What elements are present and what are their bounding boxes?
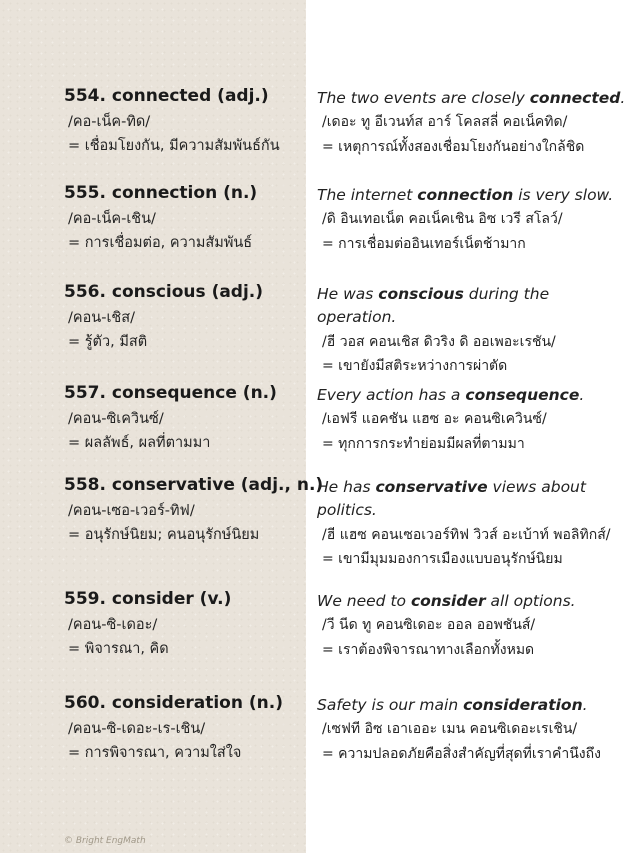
- entry-pronunciation: /คอน-ซิเควินซ์/: [68, 411, 164, 427]
- entry-meaning: = การเชื่อมต่อ, ความสัมพันธ์: [68, 235, 253, 251]
- entry-meaning: = รู้ตัว, มีสติ: [68, 334, 148, 350]
- entry-pronunciation: /คอ-เน็ค-เชิน/: [68, 211, 156, 227]
- entry-pronunciation: /คอน-เซอ-เวอร์-ทิฟ/: [68, 503, 195, 519]
- example-pronunciation: /เซฟที อิซ เอาเออะ เมน คอนซิเดอะเรเชิน/: [322, 721, 578, 737]
- entry-meaning: = การพิจารณา, ความใส่ใจ: [68, 745, 242, 761]
- example-keyword: connected: [529, 89, 621, 107]
- example-pronunciation: /เดอะ ทู อีเวนท์ส อาร์ โคลสลี่ คอเน็คทิด/: [322, 114, 568, 130]
- example-pronunciation: /ดิ อินเทอเน็ต คอเน็คเชิน อิซ เวรี สโลว์/: [322, 211, 563, 227]
- example-translation: = การเชื่อมต่ออินเทอร์เน็ตช้ามาก: [322, 236, 526, 252]
- entry-meaning: = ผลลัพธ์, ผลที่ตามมา: [68, 435, 211, 451]
- example-pronunciation: /ฮี วอส คอนเชิส ดิวริง ดิ ออเพอะเรชัน/: [322, 334, 556, 350]
- example-sentence: The internet connection is very slow.: [317, 186, 614, 204]
- example-translation: = เหตุการณ์ทั้งสองเชื่อมโยงกันอย่างใกล้ชิด: [322, 139, 585, 155]
- entry-word: 559. consider (v.): [64, 589, 232, 609]
- example-keyword: consequence: [465, 386, 580, 404]
- example-translation: = เขามีมุมมองการเมืองแบบอนุรักษ์นิยม: [322, 551, 563, 567]
- example-sentence: Safety is our main consideration.: [317, 696, 588, 714]
- entry-meaning: = เชื่อมโยงกัน, มีความสัมพันธ์กัน: [68, 138, 280, 154]
- entry-word: 560. consideration (n.): [64, 693, 283, 713]
- entry-meaning: = พิจารณา, คิด: [68, 641, 169, 657]
- example-keyword: consideration: [463, 696, 583, 714]
- example-keyword: conscious: [378, 285, 464, 303]
- entry-word: 556. conscious (adj.): [64, 282, 264, 302]
- entry-word: 557. consequence (n.): [64, 383, 277, 403]
- example-sentence: We need to consider all options.: [317, 592, 576, 610]
- entry-pronunciation: /คอ-เน็ค-ทิด/: [68, 114, 151, 130]
- entry-pronunciation: /คอน-ซิ-เดอะ-เร-เชิน/: [68, 721, 206, 737]
- example-keyword: consider: [410, 592, 486, 610]
- example-sentence: He was conscious during the operation.: [317, 285, 550, 326]
- entry-word: 555. connection (n.): [64, 183, 258, 203]
- entry-meaning: = อนุรักษ์นิยม; คนอนุรักษ์นิยม: [68, 527, 260, 543]
- example-translation: = เขายังมีสติระหว่างการผ่าตัด: [322, 358, 508, 374]
- example-translation: = ทุกการกระทำย่อมมีผลที่ตามมา: [322, 436, 525, 452]
- example-pronunciation: /ฮี แฮซ คอนเซอเวอร์ทิฟ วิวส์ อะเบ้าท์ พอลิทิกส์/: [322, 527, 611, 543]
- example-translation: = เราต้องพิจารณาทางเลือกทั้งหมด: [322, 642, 535, 658]
- example-sentence: Every action has a consequence.: [317, 386, 585, 404]
- example-keyword: connection: [417, 186, 514, 204]
- credit-watermark: © Bright EngMath: [64, 836, 146, 846]
- example-pronunciation: /วี นีด ทู คอนซิเดอะ ออล ออพชันส์/: [322, 617, 536, 633]
- entry-pronunciation: /คอน-เชิส/: [68, 310, 135, 326]
- entry-word: 554. connected (adj.): [64, 86, 269, 106]
- example-translation: = ความปลอดภัยคือสิ่งสำคัญที่สุดที่เราคำนึงถึง: [322, 746, 601, 762]
- example-sentence: The two events are closely connected.: [317, 89, 626, 107]
- entry-pronunciation: /คอน-ซิ-เดอะ/: [68, 617, 158, 633]
- example-sentence: He has conservative views about politics.: [317, 478, 586, 519]
- example-keyword: conservative: [375, 478, 488, 496]
- example-pronunciation: /เอฟรี แอคชัน แฮซ อะ คอนซิเควินซ์/: [322, 411, 547, 427]
- entry-word: 558. conservative (adj., n.): [64, 475, 324, 495]
